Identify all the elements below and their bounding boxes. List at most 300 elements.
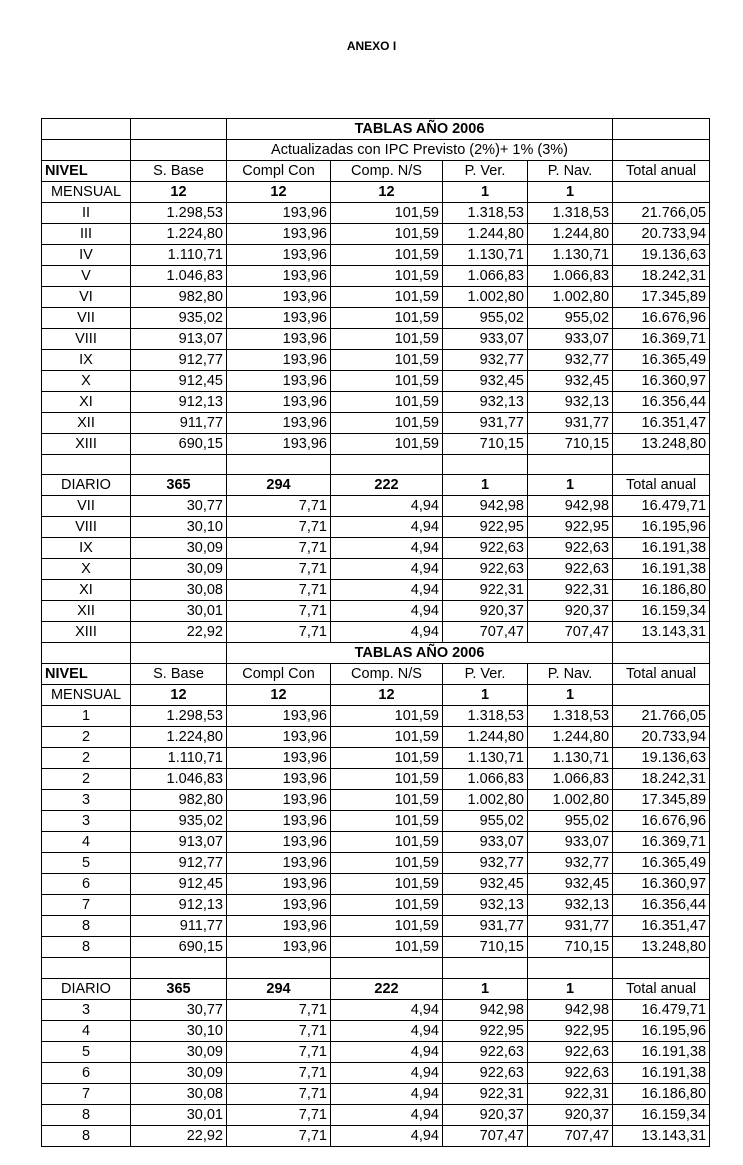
value-cell: 1.066,83 [443,266,528,287]
value-cell: 7,71 [227,1020,331,1041]
column-header-row [42,664,710,685]
level-cell: 8 [42,1125,131,1146]
value-cell: 30,09 [131,1041,227,1062]
value-cell: 7,71 [227,601,331,622]
value-cell: 710,15 [443,434,528,455]
level-cell: XIII [42,622,131,643]
value-cell: 7,71 [227,517,331,538]
value-cell: 101,59 [331,727,443,748]
value-cell: 101,59 [331,203,443,224]
table-row [42,790,710,811]
value-cell: 932,13 [443,392,528,413]
column-header: Total anual [613,161,710,182]
title-row [42,119,710,140]
value-cell: 7,71 [227,580,331,601]
multiplier-cell: 365 [131,978,227,999]
empty-cell [131,958,227,978]
value-cell: 193,96 [227,937,331,958]
value-cell: 193,96 [227,224,331,245]
level-cell: XII [42,601,131,622]
level-cell: VII [42,496,131,517]
value-cell: 16.365,49 [613,853,710,874]
value-cell: 193,96 [227,853,331,874]
empty-cell [528,455,613,475]
multiplier-cell: 12 [331,182,443,203]
value-cell: 101,59 [331,853,443,874]
value-cell: 955,02 [528,811,613,832]
value-cell: 1.318,53 [443,706,528,727]
value-cell: 1.318,53 [528,706,613,727]
level-cell: 2 [42,748,131,769]
table-row [42,1083,710,1104]
level-cell: 2 [42,769,131,790]
diario-label: DIARIO [42,475,131,496]
value-cell: 932,45 [443,874,528,895]
value-cell: 193,96 [227,874,331,895]
value-cell: 193,96 [227,392,331,413]
value-cell: 101,59 [331,769,443,790]
value-cell: 710,15 [528,937,613,958]
level-cell: 5 [42,853,131,874]
value-cell: 710,15 [528,434,613,455]
value-cell: 16.351,47 [613,413,710,434]
empty-cell [42,958,131,978]
value-cell: 193,96 [227,706,331,727]
value-cell: 922,63 [528,559,613,580]
value-cell: 932,77 [443,853,528,874]
value-cell: 30,09 [131,1062,227,1083]
value-cell: 30,09 [131,538,227,559]
level-cell: X [42,371,131,392]
value-cell: 913,07 [131,329,227,350]
multiplier-cell [613,685,710,706]
value-cell: 16.186,80 [613,1083,710,1104]
value-cell: 1.110,71 [131,748,227,769]
level-cell: VII [42,308,131,329]
value-cell: 13.143,31 [613,1125,710,1146]
level-cell: 3 [42,811,131,832]
value-cell: 193,96 [227,916,331,937]
value-cell: 4,94 [331,601,443,622]
level-cell: VI [42,287,131,308]
multiplier-cell: 222 [331,978,443,999]
value-cell: 101,59 [331,392,443,413]
value-cell: 920,37 [528,1104,613,1125]
value-cell: 7,71 [227,1083,331,1104]
table-row [42,811,710,832]
level-cell: II [42,203,131,224]
value-cell: 13.248,80 [613,937,710,958]
value-cell: 7,71 [227,1041,331,1062]
value-cell: 193,96 [227,748,331,769]
table-subtitle: Actualizadas con IPC Previsto (2%)+ 1% (3%) [227,140,613,161]
value-cell: 193,96 [227,203,331,224]
value-cell: 4,94 [331,580,443,601]
table-row [42,601,710,622]
value-cell: 911,77 [131,413,227,434]
level-cell: IX [42,350,131,371]
table-row [42,308,710,329]
value-cell: 21.766,05 [613,203,710,224]
table-row [42,496,710,517]
value-cell: 920,37 [443,1104,528,1125]
value-cell: 932,77 [443,350,528,371]
value-cell: 920,37 [528,601,613,622]
table-row [42,392,710,413]
value-cell: 101,59 [331,371,443,392]
value-cell: 922,31 [528,1083,613,1104]
value-cell: 4,94 [331,496,443,517]
diario-header-row [42,475,710,496]
level-cell: 4 [42,832,131,853]
multiplier-cell: 1 [443,475,528,496]
value-cell: 1.110,71 [131,245,227,266]
value-cell: 193,96 [227,769,331,790]
multiplier-cell: 222 [331,475,443,496]
empty-cell [443,958,528,978]
value-cell: 22,92 [131,1125,227,1146]
multiplier-cell: 1 [443,685,528,706]
value-cell: 193,96 [227,413,331,434]
value-cell: 982,80 [131,287,227,308]
value-cell: 22,92 [131,622,227,643]
column-header: P. Nav. [528,664,613,685]
value-cell: 707,47 [528,1125,613,1146]
table-row [42,266,710,287]
table-row [42,832,710,853]
level-cell: VIII [42,517,131,538]
value-cell: 193,96 [227,895,331,916]
value-cell: 932,13 [443,895,528,916]
mensual-header-row [42,685,710,706]
mensual-label: MENSUAL [42,182,131,203]
value-cell: 4,94 [331,538,443,559]
value-cell: 911,77 [131,916,227,937]
value-cell: 21.766,05 [613,706,710,727]
value-cell: 16.186,80 [613,580,710,601]
value-cell: 1.002,80 [528,790,613,811]
value-cell: 1.244,80 [528,224,613,245]
column-header-row [42,161,710,182]
multiplier-cell [613,182,710,203]
table-row [42,224,710,245]
value-cell: 16.479,71 [613,999,710,1020]
value-cell: 942,98 [443,999,528,1020]
value-cell: 16.356,44 [613,392,710,413]
value-cell: 101,59 [331,937,443,958]
value-cell: 707,47 [443,622,528,643]
value-cell: 16.351,47 [613,916,710,937]
value-cell: 942,98 [528,496,613,517]
value-cell: 101,59 [331,224,443,245]
empty-cell [443,455,528,475]
level-cell: 8 [42,937,131,958]
level-cell: 8 [42,916,131,937]
table-row [42,1104,710,1125]
value-cell: 1.002,80 [443,790,528,811]
value-cell: 101,59 [331,434,443,455]
column-header: P. Ver. [443,161,528,182]
value-cell: 4,94 [331,559,443,580]
value-cell: 101,59 [331,287,443,308]
table-row [42,538,710,559]
value-cell: 933,07 [443,329,528,350]
value-cell: 690,15 [131,434,227,455]
value-cell: 710,15 [443,937,528,958]
value-cell: 16.356,44 [613,895,710,916]
value-cell: 922,95 [528,1020,613,1041]
value-cell: 931,77 [443,916,528,937]
value-cell: 17.345,89 [613,287,710,308]
multiplier-cell: 1 [528,475,613,496]
value-cell: 912,45 [131,371,227,392]
value-cell: 193,96 [227,245,331,266]
table-row [42,895,710,916]
value-cell: 16.369,71 [613,832,710,853]
value-cell: 932,77 [528,350,613,371]
value-cell: 707,47 [443,1125,528,1146]
level-cell: 7 [42,895,131,916]
value-cell: 922,63 [528,1062,613,1083]
value-cell: 16.365,49 [613,350,710,371]
multiplier-cell: Total anual [613,475,710,496]
value-cell: 4,94 [331,622,443,643]
multiplier-cell: 294 [227,978,331,999]
empty-cell [613,643,710,664]
diario-label: DIARIO [42,978,131,999]
multiplier-cell: 1 [443,182,528,203]
value-cell: 16.191,38 [613,559,710,580]
value-cell: 193,96 [227,266,331,287]
table-row [42,413,710,434]
value-cell: 30,01 [131,601,227,622]
empty-cell [131,140,227,161]
value-cell: 922,63 [443,1041,528,1062]
table-row [42,371,710,392]
spacer-row [42,455,710,475]
level-cell: VIII [42,329,131,350]
value-cell: 101,59 [331,350,443,371]
value-cell: 4,94 [331,1062,443,1083]
multiplier-cell: 12 [131,182,227,203]
value-cell: 1.244,80 [443,727,528,748]
value-cell: 101,59 [331,266,443,287]
empty-cell [42,455,131,475]
value-cell: 922,95 [443,1020,528,1041]
subtitle-row [42,140,710,161]
value-cell: 19.136,63 [613,245,710,266]
empty-cell [42,119,131,140]
table-row [42,874,710,895]
value-cell: 955,02 [443,308,528,329]
mensual-header-row [42,182,710,203]
table-row [42,1062,710,1083]
value-cell: 16.195,96 [613,517,710,538]
value-cell: 955,02 [443,811,528,832]
value-cell: 4,94 [331,999,443,1020]
value-cell: 193,96 [227,371,331,392]
multiplier-cell: 12 [227,685,331,706]
table-row [42,937,710,958]
value-cell: 932,45 [528,371,613,392]
multiplier-cell: 12 [227,182,331,203]
level-cell: 6 [42,1062,131,1083]
value-cell: 193,96 [227,329,331,350]
table-row [42,580,710,601]
value-cell: 1.046,83 [131,266,227,287]
value-cell: 30,08 [131,580,227,601]
value-cell: 933,07 [528,329,613,350]
value-cell: 942,98 [443,496,528,517]
value-cell: 4,94 [331,1020,443,1041]
value-cell: 1.130,71 [528,748,613,769]
table-row [42,245,710,266]
multiplier-cell: 1 [528,685,613,706]
table-row [42,203,710,224]
level-cell: 2 [42,727,131,748]
value-cell: 101,59 [331,790,443,811]
value-cell: 1.244,80 [528,727,613,748]
value-cell: 7,71 [227,1062,331,1083]
value-cell: 912,77 [131,853,227,874]
mensual-label: MENSUAL [42,685,131,706]
value-cell: 4,94 [331,1083,443,1104]
value-cell: 935,02 [131,308,227,329]
multiplier-cell: 12 [131,685,227,706]
value-cell: 16.676,96 [613,811,710,832]
value-cell: 912,77 [131,350,227,371]
table-row [42,517,710,538]
empty-cell [131,119,227,140]
value-cell: 193,96 [227,350,331,371]
table-row [42,853,710,874]
value-cell: 16.360,97 [613,371,710,392]
level-cell: 5 [42,1041,131,1062]
empty-cell [528,958,613,978]
value-cell: 1.318,53 [443,203,528,224]
value-cell: 922,31 [443,1083,528,1104]
page-title: ANEXO I [346,39,397,53]
column-header: Total anual [613,664,710,685]
value-cell: 932,77 [528,853,613,874]
table-row [42,350,710,371]
level-cell: XII [42,413,131,434]
level-cell: III [42,224,131,245]
value-cell: 1.298,53 [131,203,227,224]
table-row [42,1041,710,1062]
value-cell: 922,31 [443,580,528,601]
value-cell: 922,63 [443,538,528,559]
value-cell: 193,96 [227,727,331,748]
value-cell: 7,71 [227,496,331,517]
value-cell: 17.345,89 [613,790,710,811]
level-cell: 8 [42,1104,131,1125]
value-cell: 1.130,71 [528,245,613,266]
value-cell: 1.224,80 [131,727,227,748]
value-cell: 16.191,38 [613,538,710,559]
empty-cell [227,455,331,475]
value-cell: 20.733,94 [613,727,710,748]
value-cell: 20.733,94 [613,224,710,245]
multiplier-cell: 294 [227,475,331,496]
value-cell: 7,71 [227,1104,331,1125]
level-cell: V [42,266,131,287]
value-cell: 16.360,97 [613,874,710,895]
table-title: TABLAS AÑO 2006 [227,643,613,664]
value-cell: 101,59 [331,874,443,895]
value-cell: 193,96 [227,811,331,832]
value-cell: 922,63 [443,1062,528,1083]
column-header: NIVEL [42,664,131,685]
empty-cell [613,119,710,140]
level-cell: 4 [42,1020,131,1041]
table-row [42,622,710,643]
value-cell: 101,59 [331,832,443,853]
level-cell: 1 [42,706,131,727]
level-cell: IX [42,538,131,559]
value-cell: 1.318,53 [528,203,613,224]
value-cell: 13.143,31 [613,622,710,643]
column-header: Compl Con [227,161,331,182]
table-row [42,434,710,455]
value-cell: 4,94 [331,1125,443,1146]
table-row [42,559,710,580]
value-cell: 4,94 [331,517,443,538]
value-cell: 922,63 [528,1041,613,1062]
value-cell: 101,59 [331,245,443,266]
value-cell: 1.224,80 [131,224,227,245]
column-header: Comp. N/S [331,664,443,685]
value-cell: 30,10 [131,517,227,538]
value-cell: 922,63 [528,538,613,559]
table-row [42,769,710,790]
column-header: P. Nav. [528,161,613,182]
empty-cell [613,140,710,161]
value-cell: 932,13 [528,895,613,916]
value-cell: 13.248,80 [613,434,710,455]
table-row [42,999,710,1020]
table-row [42,1020,710,1041]
value-cell: 1.244,80 [443,224,528,245]
value-cell: 193,96 [227,832,331,853]
multiplier-cell: 1 [443,978,528,999]
value-cell: 101,59 [331,916,443,937]
value-cell: 16.369,71 [613,329,710,350]
empty-cell [131,455,227,475]
level-cell: 3 [42,999,131,1020]
value-cell: 16.159,34 [613,601,710,622]
value-cell: 935,02 [131,811,227,832]
value-cell: 1.046,83 [131,769,227,790]
table-title: TABLAS AÑO 2006 [227,119,613,140]
column-header: NIVEL [42,161,131,182]
value-cell: 18.242,31 [613,266,710,287]
value-cell: 16.191,38 [613,1062,710,1083]
value-cell: 16.676,96 [613,308,710,329]
title-row [42,643,710,664]
empty-cell [227,958,331,978]
diario-header-row [42,978,710,999]
value-cell: 1.002,80 [443,287,528,308]
column-header: Comp. N/S [331,161,443,182]
value-cell: 30,77 [131,496,227,517]
empty-cell [331,455,443,475]
table-row [42,1125,710,1146]
value-cell: 16.479,71 [613,496,710,517]
multiplier-cell: 1 [528,182,613,203]
empty-cell [131,643,227,664]
value-cell: 1.066,83 [528,266,613,287]
